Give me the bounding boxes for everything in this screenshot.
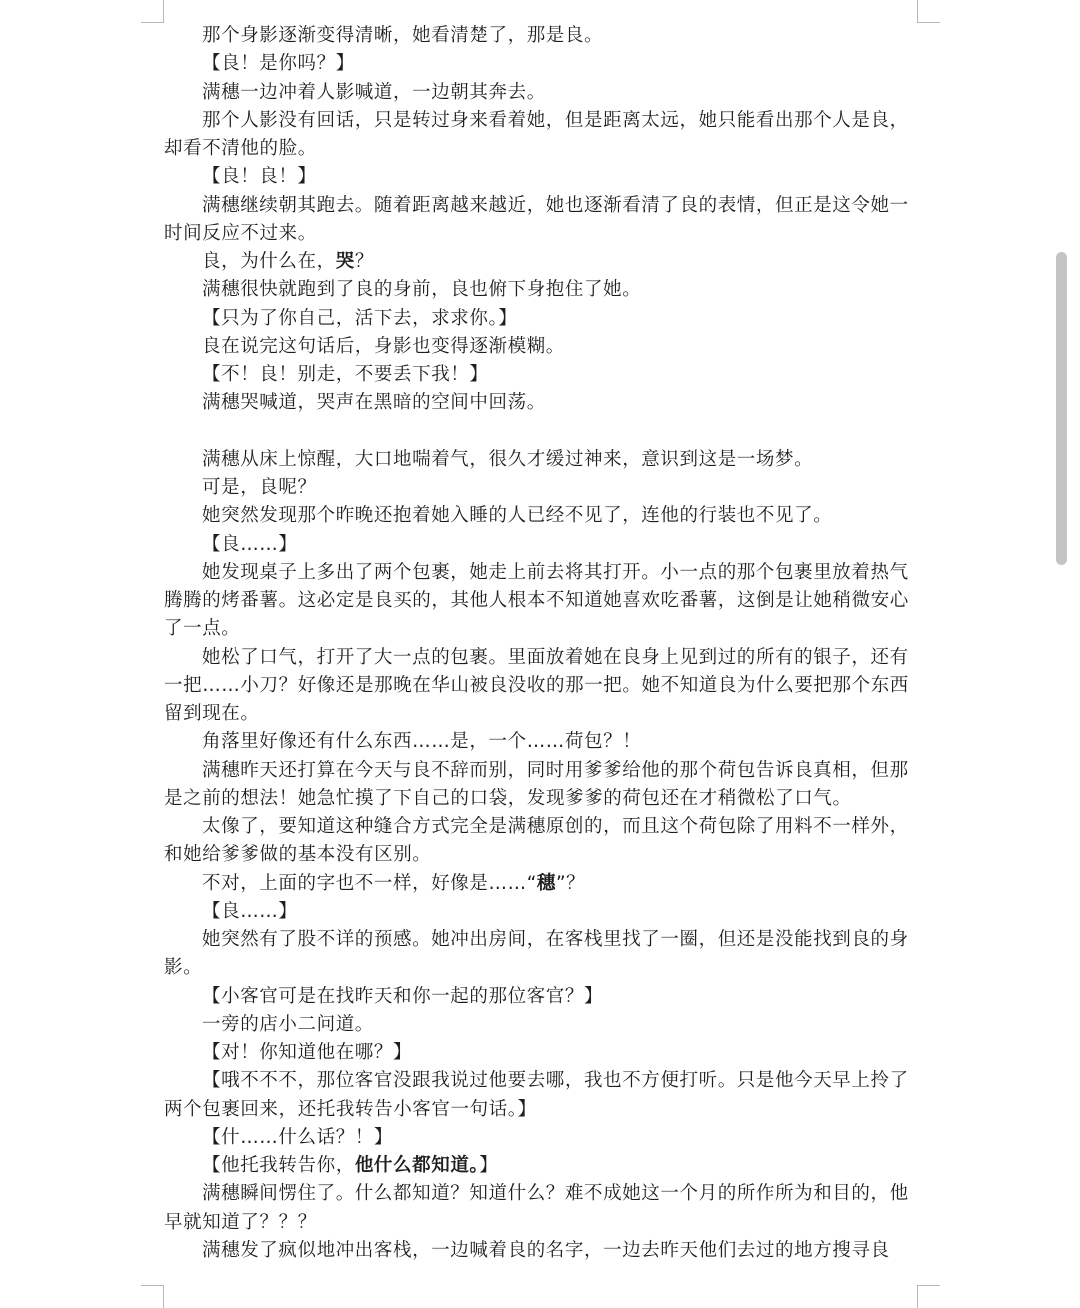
- paragraph: [164, 107, 920, 164]
- paragraph: [164, 1180, 920, 1237]
- text-run: 可是，良呢？: [202, 477, 317, 498]
- text-run: 良，为什么在，: [202, 251, 336, 272]
- text-run: 【他托我转告你，: [202, 1155, 355, 1176]
- text-run: ？: [354, 251, 374, 272]
- text-run: 良在说完这句话后，身影也变得逐渐模糊。: [202, 335, 565, 357]
- paragraph: [164, 531, 920, 559]
- text-run: 太像了，要知道这种缝合方式完全是满穗原创的，而且这个荷包除了用料不一样外，和她给爹爹做的基本没有区别。: [164, 816, 909, 866]
- text-run: 满穗昨天还打算在今天与良不辞而别，同时用爹爹给他的那个荷包告诉良真相，但那是之前的想法！她急忙摸了下自己的口袋，发现爹爹的荷包还在才稍微松了口气。: [164, 759, 909, 809]
- paragraph: [164, 983, 920, 1011]
- paragraph: [164, 333, 920, 361]
- text-run: 那个身影逐渐变得清晰，她看清楚了，那是良。: [202, 25, 604, 46]
- text-run: 满穗很快就跑到了良的身前，良也俯下身抱住了她。: [202, 279, 642, 301]
- paragraph: [164, 559, 920, 644]
- paragraph: [164, 248, 920, 276]
- text-run: 【良！是你吗？】: [202, 53, 355, 75]
- paragraph: [164, 305, 920, 333]
- text-run: 满穗瞬间愣住了。什么都知道？知道什么？难不成她这一个月的所作所为和目的，他早就知道了？？？: [164, 1183, 909, 1233]
- text-run: ”？: [556, 872, 586, 894]
- text-run: 满穗哭喊道，哭声在黑暗的空间中回荡。: [202, 392, 546, 414]
- text-run: 【什……什么话？！】: [202, 1126, 394, 1148]
- text-run: 一旁的店小二问道。: [202, 1013, 374, 1035]
- paragraph: [164, 870, 920, 898]
- text-run: 【对！你知道他在哪？】: [202, 1042, 413, 1063]
- paragraph: [164, 276, 920, 304]
- paragraph: [164, 446, 920, 474]
- text-run: 【哦不不不，那位客官没跟我说过他要去哪，我也不方便打听。只是他今天早上拎了两个包裹回来，还托我转告小客官一句话。】: [164, 1070, 909, 1120]
- paragraph: [164, 1011, 920, 1039]
- text-run: 她发现桌子上多出了两个包裹，她走上前去将其打开。小一点的那个包裹里放着热气腾腾的烤番薯。这必定是良买的，其他人根本不知道她喜欢吃番薯，这倒是让她稍微安心了一点。: [164, 561, 909, 640]
- text-run: 【不！良！别走，不要丢下我！】: [202, 364, 489, 385]
- paragraph: [164, 1152, 920, 1180]
- paragraph: [164, 1237, 920, 1265]
- document-body: [164, 22, 920, 1265]
- paragraph: [164, 163, 920, 191]
- text-run: 满穗继续朝其跑去。随着距离越来越近，她也逐渐看清了良的表情，但正是这令她一时间反应不过来。: [164, 194, 909, 244]
- text-run: 她突然有了股不详的预感。她冲出房间，在客栈里找了一圈，但还是没能找到良的身影。: [164, 929, 909, 979]
- paragraph: [164, 389, 920, 417]
- text-run: 【良……】: [202, 533, 298, 555]
- paragraph: [164, 926, 920, 983]
- text-run: 【良！良！】: [202, 166, 317, 188]
- crop-mark-bottom-right: [917, 1285, 940, 1308]
- text-run: 【只为了你自己，活下去，求求你。】: [202, 307, 518, 329]
- paragraph: [164, 50, 920, 78]
- text-run: 那个人影没有回话，只是转过身来看着她，但是距离太远，她只能看出那个人是良，却看不清他的脸。: [164, 109, 909, 159]
- text-run: 】: [479, 1155, 499, 1176]
- text-run: 满穗发了疯似地冲出客栈，一边喊着良的名字，一边去昨天他们去过的地方搜寻良: [202, 1239, 890, 1261]
- bold-text: 哭: [335, 251, 355, 272]
- paragraph: [164, 22, 920, 50]
- paragraph: [164, 79, 920, 107]
- crop-mark-top-left: [141, 0, 164, 23]
- paragraph: [164, 361, 920, 389]
- text-run: 满穗一边冲着人影喊道，一边朝其奔去。: [202, 81, 546, 103]
- paragraph: [164, 644, 920, 729]
- paragraph: [164, 502, 920, 530]
- paragraph: [164, 192, 920, 249]
- text-run: 角落里好像还有什么东西……是，一个……荷包？！: [202, 731, 642, 753]
- crop-mark-top-right: [917, 0, 940, 23]
- crop-mark-bottom-left: [141, 1285, 164, 1308]
- text-run: 【小客官可是在找昨天和你一起的那位客官？】: [202, 985, 604, 1007]
- paragraph: [164, 474, 920, 502]
- bold-text: 他什么都知道。: [354, 1155, 480, 1176]
- paragraph: [164, 418, 920, 446]
- text-run: 【良……】: [202, 900, 298, 922]
- paragraph: [164, 1039, 920, 1067]
- paragraph: [164, 1067, 920, 1124]
- text-run: 她突然发现那个昨晚还抱着她入睡的人已经不见了，连他的行装也不见了。: [202, 505, 833, 527]
- paragraph: [164, 757, 920, 814]
- vertical-scrollbar-thumb[interactable]: [1056, 252, 1067, 565]
- paragraph: [164, 1124, 920, 1152]
- text-run: 她松了口气，打开了大一点的包裹。里面放着她在良身上见到过的所有的银子，还有一把……小刀？好像还是那晚在华山被良没收的那一把。她不知道良为什么要把那个东西留到现在。: [164, 646, 909, 724]
- paragraph: [164, 728, 920, 756]
- text-run: 不对，上面的字也不一样，好像是……“: [202, 872, 537, 894]
- bold-text: 穗: [536, 872, 556, 894]
- text-run: 满穗从床上惊醒，大口地喘着气，很久才缓过神来，意识到这是一场梦。: [202, 448, 814, 470]
- paragraph: [164, 898, 920, 926]
- paragraph: [164, 813, 920, 870]
